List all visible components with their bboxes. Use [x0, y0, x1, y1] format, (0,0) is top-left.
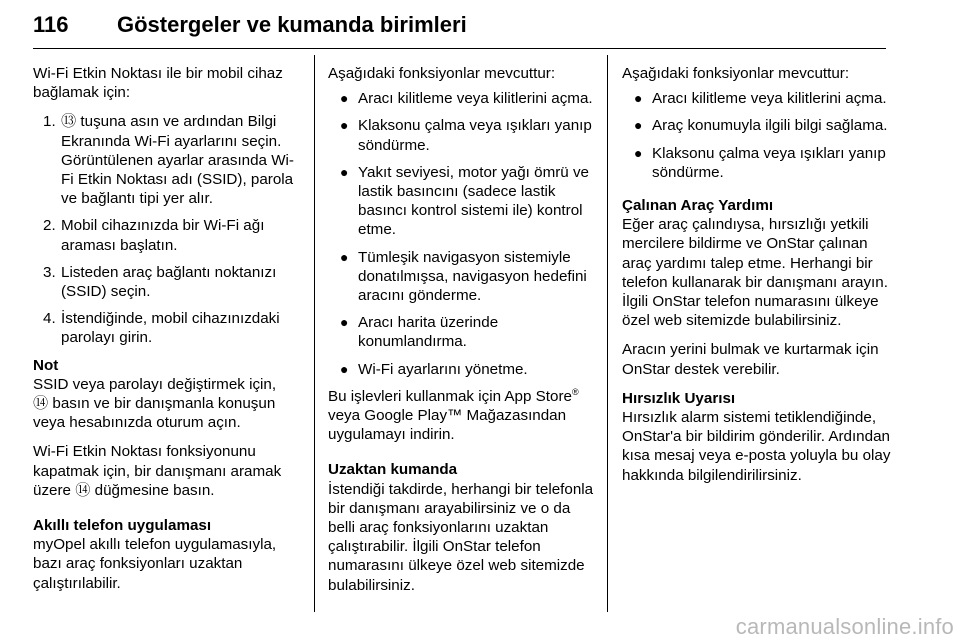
- bullet-icon: ●: [634, 144, 643, 161]
- section-heading-remote-control: Uzaktan kumanda: [328, 461, 458, 479]
- list-item-text: Wi-Fi ayarlarını yönetme.: [358, 360, 528, 378]
- step-4: [33, 309, 305, 347]
- step-number: 1.: [43, 113, 56, 131]
- step-text: İstendiğinde, mobil cihazınızdaki parolayı girin.: [61, 310, 280, 347]
- wifi-button-icon: ⑬: [61, 113, 77, 131]
- intro-text: Wi-Fi Etkin Noktası ile bir mobil cihaz bağlamak için:: [33, 65, 283, 102]
- list-item-text: Klaksonu çalma veya ışıkları yanıp söndürme.: [358, 117, 592, 154]
- list-item-text: Aracı kilitleme veya kilitlerini açma.: [652, 90, 887, 108]
- list-item: [328, 163, 598, 240]
- watermark-text: carmanualsonline.info: [735, 614, 954, 639]
- onstar-button-icon: ⑭: [75, 481, 91, 499]
- onstar-button-icon: ⑭: [33, 395, 49, 413]
- section-heading-theft-alarm: Hırsızlık Uyarısı: [622, 389, 736, 407]
- note-text-end: basın ve bir danışmanla konuşun veya hesabınızda oturum açın.: [33, 395, 276, 432]
- paragraph-end: düğmesine basın.: [90, 481, 215, 499]
- list-item-text: Tümleşik navigasyon sistemiyle donatılmışsa, navigasyon hedefini aracını gönderme.: [358, 248, 587, 305]
- bullet-icon: ●: [340, 248, 349, 265]
- step-text: Listeden araç bağlantı noktanızı (SSID) seçin.: [61, 263, 277, 301]
- section-heading-stolen-vehicle: Çalınan Araç Yardımı: [622, 197, 774, 215]
- list-item: [622, 144, 892, 182]
- paragraph-recovery: Aracın yerini bulmak ve kurtarmak için OnStar destek verebilir.: [622, 341, 879, 378]
- paragraph-remote-control: İstendiği takdirde, herhangi bir telefonla bir danışmanı arayabilirsiniz ve o da belli araç fonksiyonlarını uzaktan çalıştırabilir. İlgili OnStar telefon numarasını ülkeye özel web sitemizde bulabilirsiniz.: [328, 480, 594, 594]
- page-number: 116: [33, 12, 69, 37]
- list-item-text: Aracı kilitleme veya kilitlerini açma.: [358, 90, 593, 108]
- bullet-icon: ●: [340, 314, 349, 331]
- page-title: Göstergeler ve kumanda birimleri: [117, 12, 467, 37]
- intro-text: Aşağıdaki fonksiyonlar mevcuttur:: [328, 65, 556, 82]
- paragraph-stolen-vehicle: Eğer araç çalındıysa, hırsızlığı yetkili mercilere bildirme ve OnStar çalınan araç yardımı talep etme. Herhangi bir telefon kullanarak bir danışmanı arayın. İlgili OnStar telefon numarasını ülkeye özel web sitemizde bulabilirsiniz.: [622, 216, 888, 330]
- note-heading: Not: [33, 356, 59, 374]
- step-1: [33, 112, 305, 208]
- list-item: [328, 248, 598, 306]
- step-number: 2.: [43, 217, 56, 235]
- list-item: [328, 360, 598, 379]
- step-2: [33, 216, 305, 254]
- paragraph-hotspot-off: [33, 442, 305, 500]
- list-item-text: Araç konumuyla ilgili bilgi sağlama.: [652, 117, 888, 135]
- intro-text: Aşağıdaki fonksiyonlar mevcuttur:: [622, 65, 850, 82]
- paragraph-start: Bu işlevleri kullanmak için App Store: [328, 387, 572, 405]
- note-text: [33, 375, 305, 433]
- column-3: [622, 64, 892, 495]
- list-item: [622, 116, 892, 135]
- paragraph-end: veya Google Play™ Mağazasından uygulamayı indirin.: [328, 407, 567, 444]
- column-1: [33, 64, 305, 603]
- bullet-icon: ●: [634, 117, 643, 134]
- list-item: [328, 313, 598, 351]
- bullet-icon: ●: [340, 117, 349, 134]
- list-item: [622, 89, 892, 108]
- list-item-text: Yakıt seviyesi, motor yağı ömrü ve lastik basıncını (sadece lastik basıncı kontrol sistemi ile) kontrol etme.: [358, 163, 589, 239]
- paragraph-app-download: [328, 387, 598, 445]
- paragraph-theft-alarm: Hırsızlık alarm sistemi tetiklendiğinde, OnStar'a bir bildirim gönderilir. Ardından kısa mesaj veya e-posta yoluyla bu olay hakkında bilgilendirilirsiniz.: [622, 409, 891, 484]
- bullet-icon: ●: [340, 163, 349, 180]
- bullet-icon: ●: [340, 90, 349, 107]
- step-3: [33, 263, 305, 301]
- paragraph-smartphone-app: myOpel akıllı telefon uygulamasıyla, bazı araç fonksiyonları uzaktan çalıştırılabilir.: [33, 536, 277, 592]
- registered-mark: ®: [571, 386, 579, 397]
- bullet-icon: ●: [634, 90, 643, 107]
- step-text: tuşuna asın ve ardından Bilgi Ekranında Wi-Fi ayarlarını seçin. Görüntülenen ayarlar arasında Wi-Fi Etkin Noktası adı (SSID), parola ve bağlantı tipi yer alır.: [61, 113, 294, 208]
- note-text-start: SSID veya parolayı değiştirmek için,: [33, 375, 277, 393]
- bullet-icon: ●: [340, 360, 349, 377]
- column-2: [328, 64, 598, 605]
- list-item: [328, 116, 598, 154]
- column-divider-2: [607, 55, 608, 612]
- header-rule: [33, 48, 886, 49]
- column-divider-1: [314, 55, 315, 612]
- paragraph-start: Wi-Fi Etkin Noktası fonksiyonunu kapatmak için, bir danışmanı aramak üzere: [33, 443, 282, 499]
- page-header: [33, 2, 886, 48]
- step-number: 3.: [43, 263, 56, 281]
- step-number: 4.: [43, 310, 56, 328]
- list-item-text: Klaksonu çalma veya ışıkları yanıp söndürme.: [652, 144, 886, 181]
- list-item-text: Aracı harita üzerinde konumlandırma.: [358, 314, 499, 351]
- list-item: [328, 89, 598, 108]
- step-text: Mobil cihazınızda bir Wi-Fi ağı araması başlatın.: [61, 217, 265, 254]
- section-heading-smartphone-app: Akıllı telefon uygulaması: [33, 517, 212, 535]
